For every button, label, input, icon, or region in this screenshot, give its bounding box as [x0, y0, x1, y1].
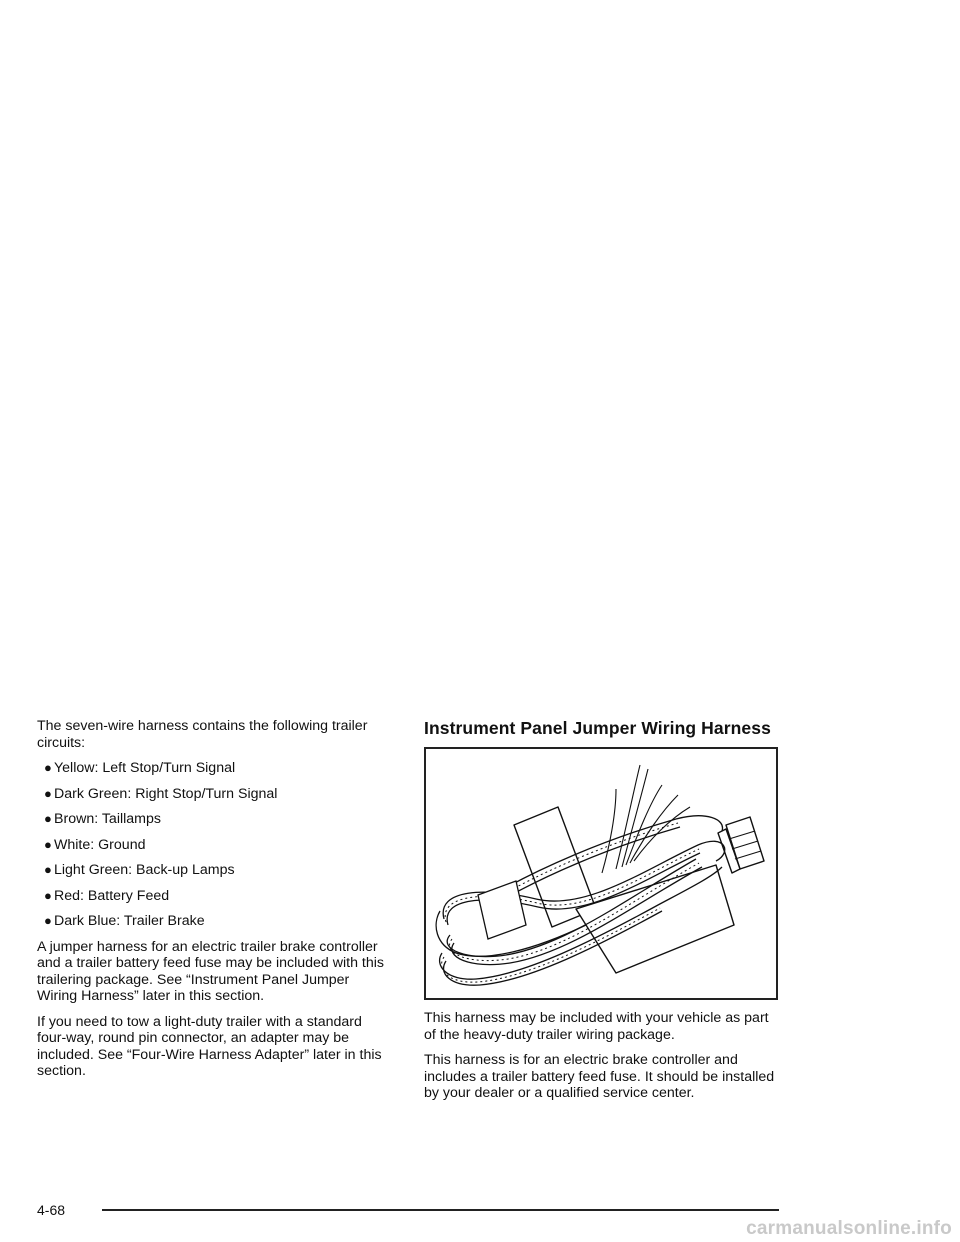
list-item: ● Dark Blue: Trailer Brake — [44, 913, 205, 929]
site-watermark[interactable]: carmanualsonline.info — [746, 1218, 952, 1239]
right-column — [424, 718, 784, 1111]
list-item: ● Yellow: Left Stop/Turn Signal — [44, 760, 236, 776]
harness-purpose-paragraph: This harness is for an electric brake controller and includes a trailer battery feed fuse. It should be installed by your dealer or a qualified service center. — [424, 1052, 775, 1101]
wiring-harness-illustration — [424, 747, 778, 1000]
footer-divider — [102, 1209, 779, 1211]
bullet-icon: ● — [44, 862, 52, 877]
bullet-icon: ● — [44, 836, 52, 852]
light-duty-paragraph: If you need to tow a light-duty trailer with a standard four-way, round pin connector, an adapter may be included. See “Four-Wire Harness Adapter” later in this section. — [37, 1013, 382, 1079]
circuit-list — [37, 760, 389, 930]
list-item: ● Brown: Taillamps — [44, 811, 161, 827]
list-item: ● Light Green: Back-up Lamps — [44, 862, 235, 878]
list-item: ● White: Ground — [44, 836, 146, 853]
bullet-icon: ● — [44, 887, 52, 903]
harness-intro: The seven-wire harness contains the following trailer circuits: — [37, 718, 368, 751]
list-item: ● Red: Battery Feed — [44, 887, 170, 904]
left-column — [37, 718, 389, 1089]
section-heading: Instrument Panel Jumper Wiring Harness — [424, 718, 771, 738]
bullet-icon: ● — [44, 760, 52, 775]
list-item: ● Dark Green: Right Stop/Turn Signal — [44, 785, 278, 802]
bullet-icon: ● — [44, 913, 52, 928]
harness-drawing — [426, 749, 776, 998]
bullet-icon: ● — [44, 811, 52, 826]
page-number: 4-68 — [37, 1202, 66, 1218]
jumper-harness-paragraph: A jumper harness for an electric trailer brake controller and a trailer battery feed fuse may be included with this trailering package. See “Instrument Panel Jumper Wiring Harness” later in this section. — [37, 938, 384, 1004]
bullet-icon: ● — [44, 785, 52, 801]
harness-included-paragraph: This harness may be included with your vehicle as part of the heavy-duty trailer wiring package. — [424, 1010, 769, 1043]
